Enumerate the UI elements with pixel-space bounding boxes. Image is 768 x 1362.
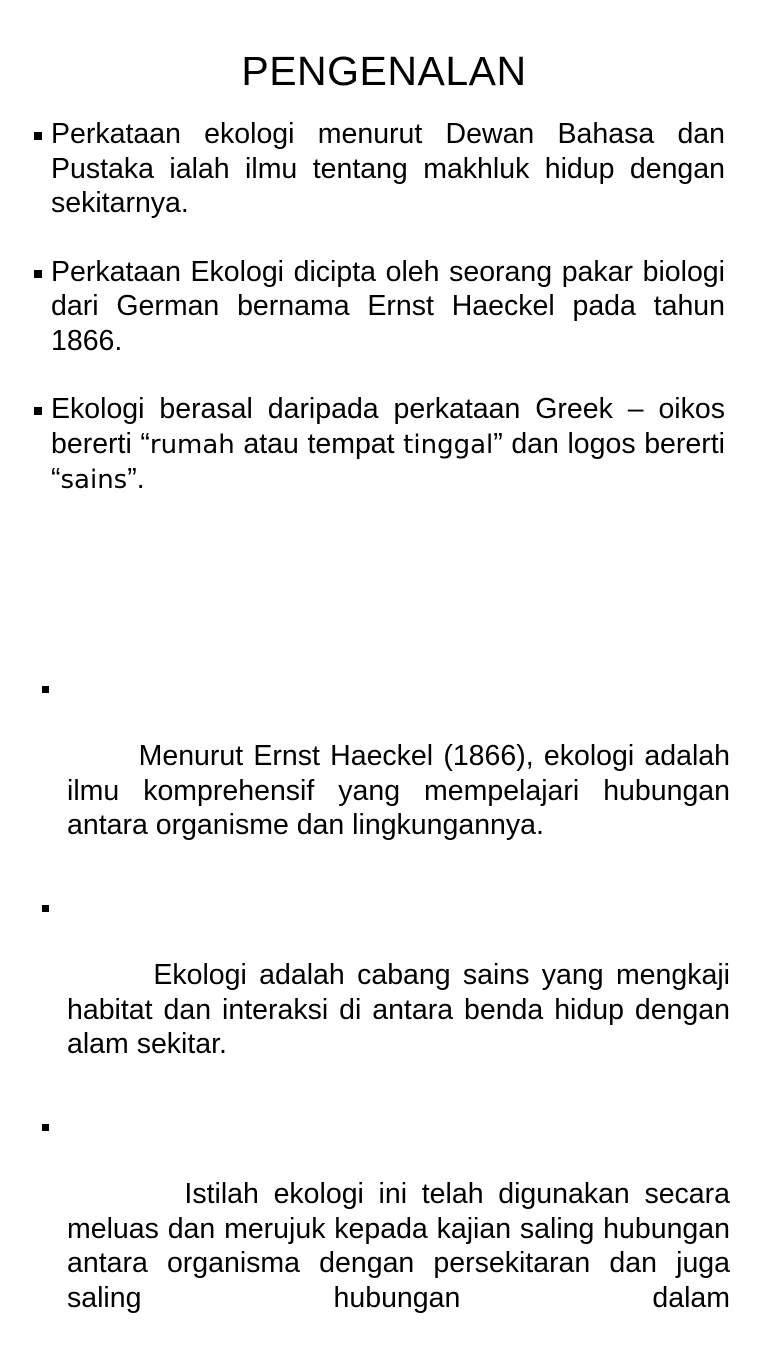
bullet-item-branch: [67, 889, 738, 1096]
emphasized-word-sains: sains: [60, 465, 128, 495]
slide-title: PENGENALAN: [241, 48, 527, 94]
square-bullet-icon: [42, 686, 49, 693]
square-bullet-icon: [34, 270, 42, 278]
bullet-item-origin: [51, 255, 725, 359]
bullet-list: [51, 117, 725, 532]
bullet-text-part: ” dan logos bererti “: [51, 427, 725, 495]
bullet-text: Perkataan Ekologi dicipta oleh seorang pakar biologi dari German bernama Ernst Haeckel pada tahun 1866.: [51, 255, 725, 357]
slide-introduction: [0, 0, 768, 640]
bullet-item-definition: [51, 117, 725, 221]
square-bullet-icon: [34, 132, 42, 140]
emphasized-word-tinggal: tinggal: [403, 429, 494, 460]
bullet-list: [67, 670, 738, 1362]
bullet-text: Istilah ekologi ini telah digunakan secara meluas dan merujuk kepada kajian saling hubungan antara organisma dengan persekitaran dan juga saling hubungan dalam: [67, 1178, 738, 1314]
bullet-item-term-usage: [67, 1108, 738, 1350]
square-bullet-icon: [34, 407, 42, 415]
bullet-text-part: ”.: [127, 463, 145, 495]
bullet-text-part: Ekologi berasal daripada perkataan Greek – oikos bererti “: [51, 393, 725, 460]
bullet-text-part: atau tempat: [234, 427, 404, 460]
bullet-item-haeckel: [67, 670, 738, 877]
square-bullet-icon: [42, 905, 49, 912]
bullet-text: Ekologi adalah cabang sains yang mengkaji habitat dan interaksi di antara benda hidup dengan alam sekitar.: [67, 959, 738, 1060]
slide-definitions: [0, 640, 768, 1314]
bullet-item-etymology: [51, 392, 725, 498]
emphasized-word-rumah: rumah: [149, 429, 235, 460]
bullet-text: Perkataan ekologi menurut Dewan Bahasa dan Pustaka ialah ilmu tentang makhluk hidup dengan sekitarnya.: [51, 118, 725, 219]
square-bullet-icon: [42, 1124, 49, 1131]
bullet-text: Menurut Ernst Haeckel (1866), ekologi adalah ilmu komprehensif yang mempelajari hubungan antara organisme dan lingkungannya.: [67, 740, 738, 841]
